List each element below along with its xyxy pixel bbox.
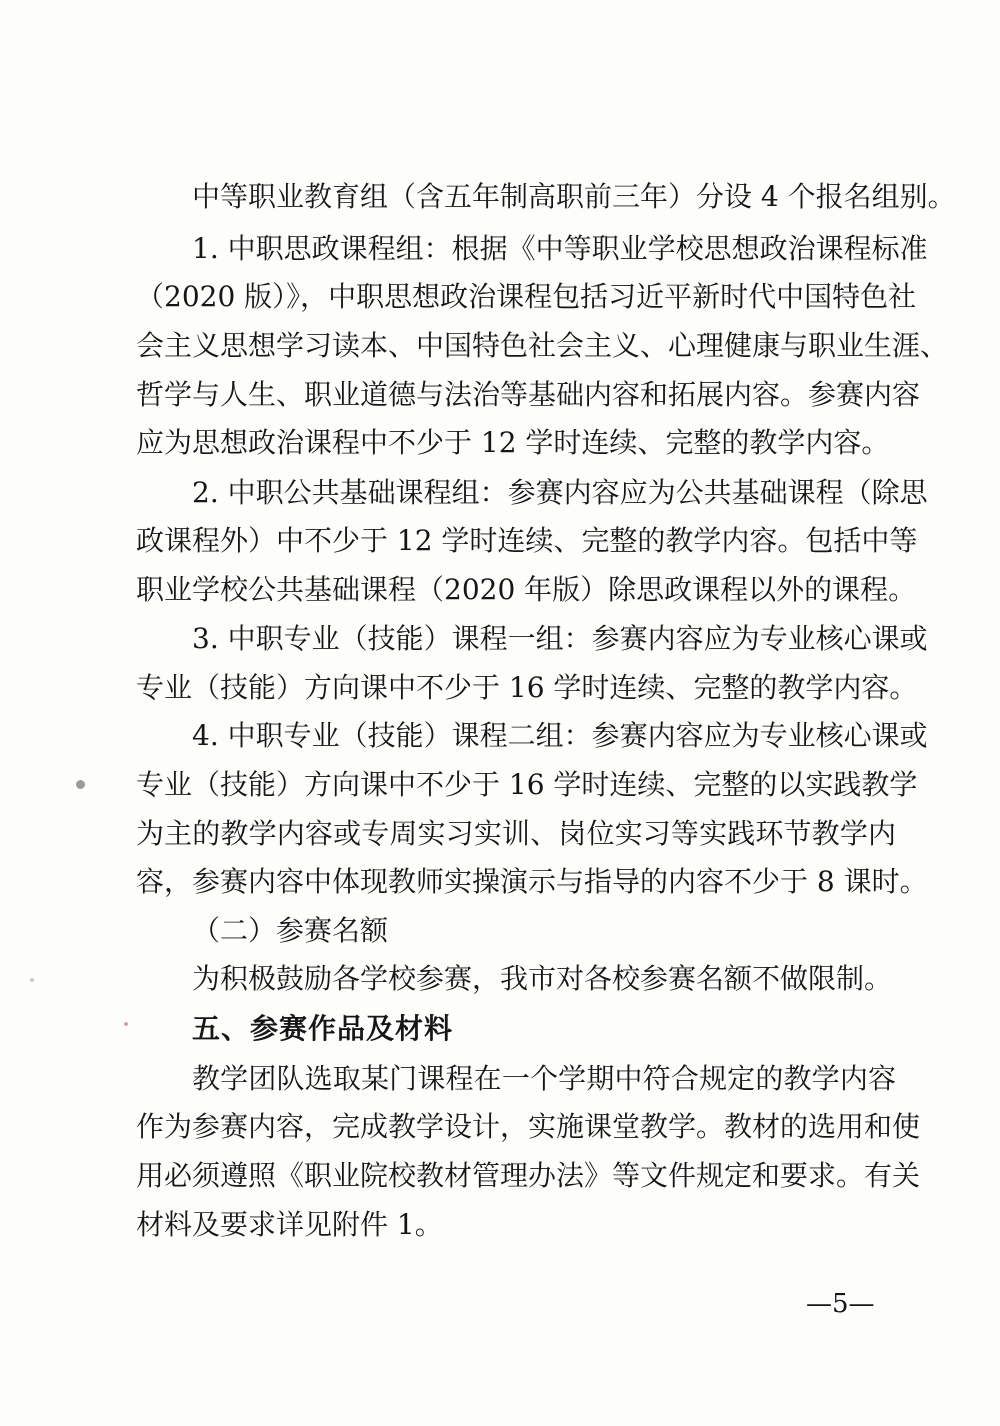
- paragraph-line: （2020 版）》，中职思想政治课程包括习近平新时代中国特色社: [136, 280, 917, 313]
- scan-speck: [76, 780, 85, 789]
- page-number: —5—: [806, 1289, 875, 1319]
- paragraph-line: 2. 中职公共基础课程组：参赛内容应为公共基础课程（除思: [192, 476, 928, 509]
- paragraph-line: 为积极鼓励各学校参赛，我市对各校参赛名额不做限制。: [192, 962, 893, 995]
- paragraph-line: 中等职业教育组（含五年制高职前三年）分设 4 个报名组别。: [192, 180, 956, 213]
- scan-speck: [124, 1022, 128, 1026]
- scan-speck: [30, 978, 34, 982]
- paragraph-line: 教学团队选取某门课程在一个学期中符合规定的教学内容: [192, 1062, 896, 1095]
- paragraph-line: 应为思想政治课程中不少于 12 学时连续、完整的教学内容。: [136, 426, 890, 459]
- paragraph-line: 专业（技能）方向课中不少于 16 学时连续、完整的教学内容。: [136, 671, 918, 704]
- paragraph-line: 职业学校公共基础课程（2020 年版）除思政课程以外的课程。: [136, 573, 917, 606]
- section-subheading: （二）参赛名额: [192, 914, 389, 947]
- paragraph-line: 容，参赛内容中体现教师实操演示与指导的内容不少于 8 课时。: [136, 865, 928, 898]
- paragraph-line: 用必须遵照《职业院校教材管理办法》等文件规定和要求。有关: [136, 1159, 921, 1192]
- section-heading: 五、参赛作品及材料: [192, 1012, 454, 1045]
- paragraph-line: 哲学与人生、职业道德与法治等基础内容和拓展内容。参赛内容: [136, 378, 921, 411]
- paragraph-line: 作为参赛内容，完成教学设计，实施课堂教学。教材的选用和使: [136, 1110, 921, 1143]
- paragraph-line: 专业（技能）方向课中不少于 16 学时连续、完整的以实践教学: [136, 768, 918, 801]
- paragraph-line: 3. 中职专业（技能）课程一组：参赛内容应为专业核心课或: [192, 622, 928, 655]
- paragraph-line: 1. 中职思政课程组：根据《中等职业学校思想政治课程标准: [192, 232, 928, 265]
- paragraph-line: 会主义思想学习读本、中国特色社会主义、心理健康与职业生涯、: [136, 329, 949, 362]
- paragraph-line: 4. 中职专业（技能）课程二组：参赛内容应为专业核心课或: [192, 719, 928, 752]
- paragraph-line: 材料及要求详见附件 1。: [136, 1208, 443, 1241]
- paragraph-line: 政课程外）中不少于 12 学时连续、完整的教学内容。包括中等: [136, 524, 918, 557]
- paragraph-line: 为主的教学内容或专周实习实训、岗位实习等实践环节教学内: [136, 817, 896, 850]
